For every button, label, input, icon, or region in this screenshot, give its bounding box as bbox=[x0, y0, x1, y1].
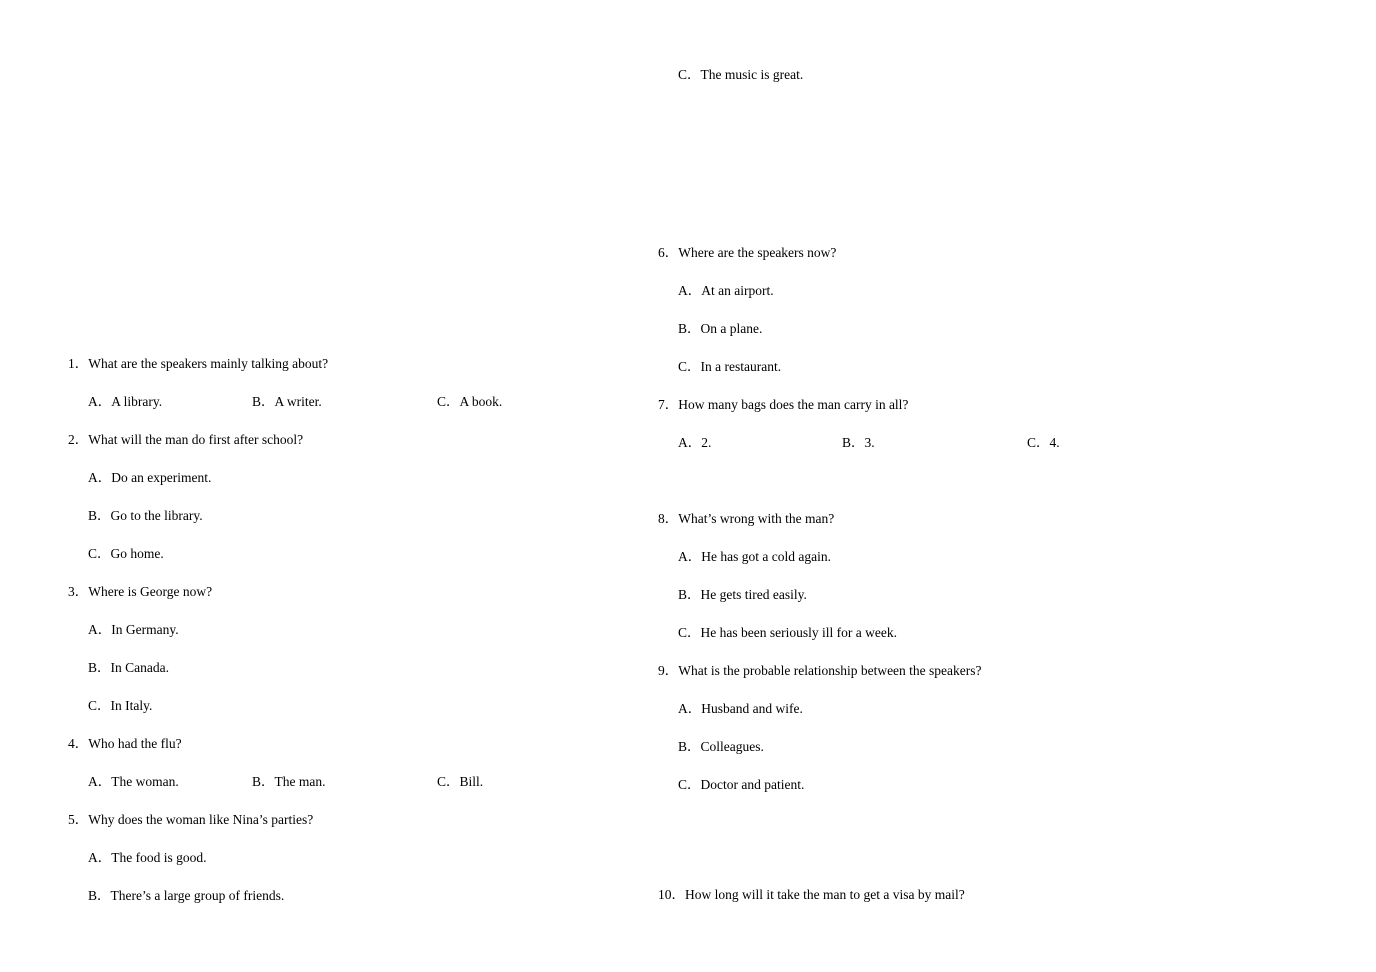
q9-option-a: A．Husband and wife. bbox=[678, 701, 803, 716]
q1-option-b: B．A writer. bbox=[252, 394, 322, 409]
q1-option-a: A．A library. bbox=[88, 394, 163, 409]
q2-option-c: C．Go home. bbox=[88, 546, 164, 561]
q4-option-b: B．The man. bbox=[252, 774, 326, 789]
q9-option-b: B．Colleagues. bbox=[678, 739, 764, 754]
q7-option-a: A．2. bbox=[678, 435, 712, 450]
q4-option-a: A．The woman. bbox=[88, 774, 179, 789]
q2-option-b: B．Go to the library. bbox=[88, 508, 203, 523]
q8-option-a: A．He has got a cold again. bbox=[678, 549, 831, 564]
q3-option-a: A．In Germany. bbox=[88, 622, 179, 637]
q5-option-a: A．The food is good. bbox=[88, 850, 207, 865]
q8-option-c: C．He has been seriously ill for a week. bbox=[678, 625, 897, 640]
q3-option-c: C．In Italy. bbox=[88, 698, 153, 713]
q6-option-a: A．At an airport. bbox=[678, 283, 774, 298]
q7-option-c: C．4. bbox=[1027, 435, 1060, 450]
question-8: 8．What’s wrong with the man? bbox=[658, 511, 835, 526]
question-10: 10．How long will it take the man to get a visa by mail? bbox=[658, 887, 965, 902]
q3-option-b: B．In Canada. bbox=[88, 660, 169, 675]
q5-option-c: C．The music is great. bbox=[678, 67, 804, 82]
q2-option-a: A．Do an experiment. bbox=[88, 470, 212, 485]
q5-option-b: B．There’s a large group of friends. bbox=[88, 888, 285, 903]
question-1: 1．What are the speakers mainly talking about? bbox=[68, 356, 329, 371]
q1-option-c: C．A book. bbox=[437, 394, 503, 409]
q6-option-c: C．In a restaurant. bbox=[678, 359, 782, 374]
question-5: 5．Why does the woman like Nina’s parties? bbox=[68, 812, 314, 827]
left-column bbox=[68, 0, 630, 972]
right-column bbox=[658, 0, 1355, 972]
question-7: 7．How many bags does the man carry in all? bbox=[658, 397, 909, 412]
question-9: 9．What is the probable relationship between the speakers? bbox=[658, 663, 982, 678]
q9-option-c: C．Doctor and patient. bbox=[678, 777, 805, 792]
question-6: 6．Where are the speakers now? bbox=[658, 245, 837, 260]
q6-option-b: B．On a plane. bbox=[678, 321, 763, 336]
question-4: 4．Who had the flu? bbox=[68, 736, 182, 751]
q7-option-b: B．3. bbox=[842, 435, 875, 450]
question-3: 3．Where is George now? bbox=[68, 584, 213, 599]
q8-option-b: B．He gets tired easily. bbox=[678, 587, 807, 602]
question-2: 2．What will the man do first after school? bbox=[68, 432, 304, 447]
q4-option-c: C．Bill. bbox=[437, 774, 484, 789]
